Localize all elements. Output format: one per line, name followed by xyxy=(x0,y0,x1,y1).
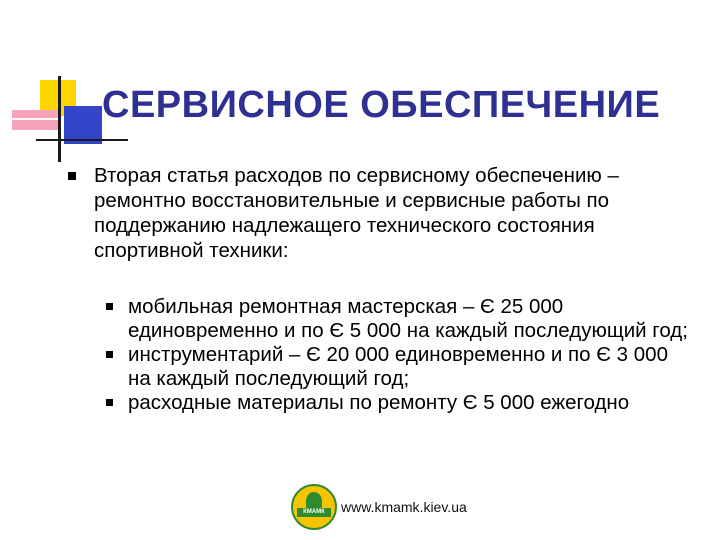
deco-vertical-line xyxy=(58,76,61,162)
slide-title: СЕРВИСНОЕ ОБЕСПЕЧЕНИЕ xyxy=(102,84,661,126)
square-bullet-icon xyxy=(106,399,113,406)
sub-bullet-text: инструментарий – Є 20 000 единовременно и по Є 3 000 на каждый последующий год; xyxy=(128,343,668,390)
sub-bullet-text: мобильная ремонтная мастерская – Є 25 000 единовременно и по Є 5 000 на каждый последующий год; xyxy=(128,295,688,342)
footer-url[interactable]: www.kmamk.kiev.ua xyxy=(341,499,467,515)
sub-bullet-item xyxy=(96,295,696,343)
deco-horizontal-line xyxy=(36,139,128,141)
deco-white-line xyxy=(6,118,66,120)
sub-bullet-list xyxy=(96,295,696,415)
sub-bullet-item xyxy=(96,343,696,391)
sub-bullet-item xyxy=(96,391,696,415)
sub-bullet-text: расходные материалы по ремонту Є 5 000 ежегодно xyxy=(128,391,630,414)
square-bullet-icon xyxy=(106,303,113,310)
deco-pink-bar xyxy=(12,110,60,130)
square-bullet-icon xyxy=(106,351,113,358)
kmamk-emblem-icon xyxy=(291,484,337,530)
main-bullet-text: Вторая статья расходов по сервисному обеспечению – ремонтно восстановительные и сервисные работы по поддержанию надлежащего технического состояния спортивной техники: xyxy=(94,164,619,262)
square-bullet-icon xyxy=(68,172,76,180)
logo-text: КМАМК xyxy=(303,509,325,515)
